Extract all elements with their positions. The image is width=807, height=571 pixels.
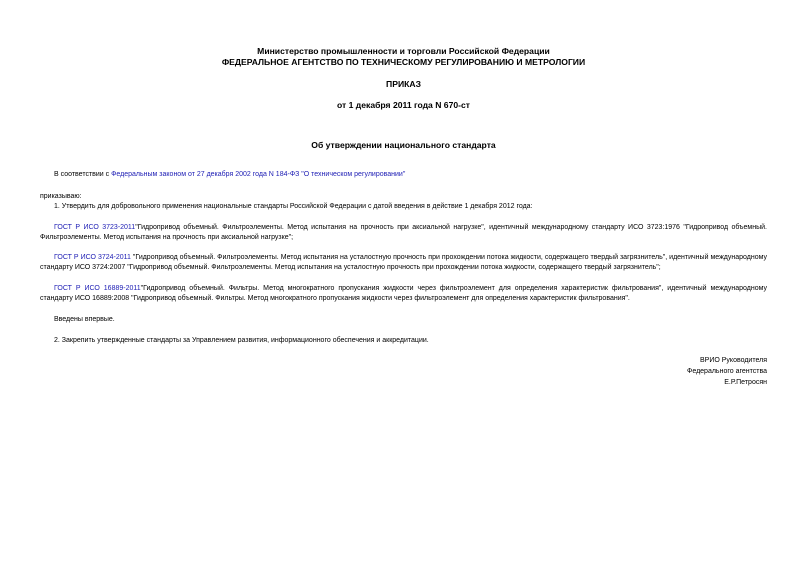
document-type: ПРИКАЗ (386, 79, 421, 89)
document-subject: Об утверждении национального стандарта (311, 140, 496, 150)
item-2: 2. Закрепить утвержденные стандарты за Управлением развития, информационного обеспечения и аккредитации. (54, 337, 429, 344)
standard-item-2 (40, 253, 767, 272)
introduced-first-note: Введены впервые. (54, 316, 115, 323)
standard-link-1[interactable]: ГОСТ Р ИСО 3723-2011 (54, 224, 136, 231)
document-date-number: от 1 декабря 2011 года N 670-ст (337, 100, 470, 110)
standard-link-3[interactable]: ГОСТ Р ИСО 16889-2011 (54, 285, 141, 292)
standard-link-2[interactable]: ГОСТ Р ИСО 3724-2011 (54, 254, 131, 261)
standard-item-1 (40, 223, 767, 242)
federal-law-link[interactable]: Федеральным законом от 27 декабря 2002 года N 184-ФЗ "О техническом регулировании" (111, 171, 406, 178)
standard-text-2: "Гидропривод объемный. Фильтроэлементы. Метод испытания на усталостную прочность при прохождении потока жидкости, содержащего твердый загрязнитель", идентичный международному стандарту ИСО 3724:2007 "Гидропривод объемный. Фильтроэлементы. Метод испытания на усталостную прочность при прохождении потока жидкости, содержащего твердый загрязнитель"; (40, 254, 768, 271)
signature-position: ВРИО Руководителя (700, 357, 767, 364)
intro-prefix: В соответствии с (54, 171, 112, 178)
order-word: приказываю: (40, 193, 82, 200)
signature-name: Е.Р.Петросян (724, 379, 767, 386)
intro-paragraph (54, 170, 405, 179)
ministry-name: Министерство промышленности и торговли Российской Федерации (257, 46, 550, 56)
signature-agency: Федерального агентства (687, 368, 767, 375)
standard-item-3 (40, 284, 767, 303)
item-1: 1. Утвердить для добровольного применения национальные стандарты Российской Федерации с датой введения в действие 1 декабря 2012 года: (54, 203, 533, 210)
agency-name: ФЕДЕРАЛЬНОЕ АГЕНТСТВО ПО ТЕХНИЧЕСКОМУ РЕГУЛИРОВАНИЮ И МЕТРОЛОГИИ (221, 57, 586, 67)
standard-text-3: "Гидропривод объемный. Фильтры. Метод многократного пропускания жидкости через фильтроэлемент для определения характеристик фильтрования", идентичный международному стандарту ИСО 16889:2008 "Гидропривод объемный. Фильтры. Метод многократного пропускания жидкости через фильтроэлемент для определения характеристик фильтрования". (40, 285, 767, 302)
standard-text-1: "Гидропривод объемный. Фильтроэлементы. Метод испытания на прочность при аксиальной нагрузке", идентичный международному стандарту ИСО 3723:1976 "Гидропривод объемный. Фильтроэлементы. Метод испытания на прочность при аксиальной нагрузке"; (40, 224, 767, 241)
